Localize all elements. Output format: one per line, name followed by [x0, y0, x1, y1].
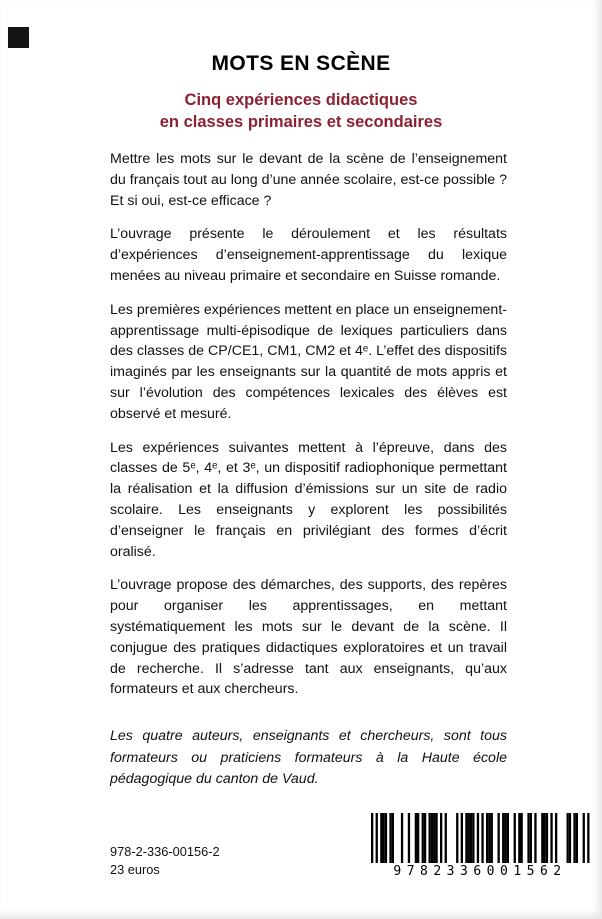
summary-paragraph: L’ouvrage présente le déroulement et les résultats d’expériences d’enseignement-apprentissage du lexique menées au niveau primaire et secondaire en Suisse romande. [110, 226, 507, 284]
summary-text [110, 149, 507, 713]
book-title: MOTS EN SCÈNE [211, 52, 391, 75]
barcode-bars [371, 813, 590, 863]
summary-paragraph: Les premières expériences mettent en place un enseignement-apprentissage multi-épisodique de lexiques particuliers dans des classes de CP/CE1, CM1, CM2 et 4ᵉ. L’effet des dispositifs imaginés par les enseignants sur la quantité de mots appris et sur l’évolution des compétences lexicales des élèves est observé et mesuré. [110, 301, 507, 422]
barcode-number: 9782336001562 [393, 864, 567, 879]
subtitle-line-1: Cinq expériences didactiques [184, 91, 418, 109]
summary-paragraph: Les expériences suivantes mettent à l’épreuve, dans des classes de 5ᵉ, 4ᵉ, et 3ᵉ, un dispositif radiophonique permettant la réalisation et la diffusion d’émissions sur un site de radio scolaire. Les enseignants y explorent les possibilités d’enseigner le français en privilégiant des formes d’écrit oralisé. [110, 439, 507, 560]
price: 23 euros [110, 862, 160, 877]
isbn-block [110, 843, 220, 879]
ean13-barcode [368, 813, 592, 879]
authors-note: Les quatre auteurs, enseignants et chercheurs, sont tous formateurs ou praticiens formateurs à la Haute école pédagogique du canton de Vaud. [110, 728, 507, 787]
book-subtitle [0, 89, 602, 133]
corner-marker [8, 27, 29, 48]
summary-paragraph: L’ouvrage propose des démarches, des supports, des repères pour organiser les apprentissages, en mettant systématiquement les mots sur le devant de la scène. Il conjugue des pratiques didactiques exploratoires et un travail de recherche. Il s’adresse tant aux enseignants, qu’aux formateurs et aux chercheurs. [110, 577, 507, 698]
subtitle-line-2: en classes primaires et secondaires [159, 113, 443, 131]
summary-paragraph: Mettre les mots sur le devant de la scène de l’enseignement du français tout au long d’une année scolaire, est-ce possible ? Et si oui, est-ce efficace ? [110, 151, 507, 209]
isbn-number: 978-2-336-00156-2 [110, 844, 220, 859]
